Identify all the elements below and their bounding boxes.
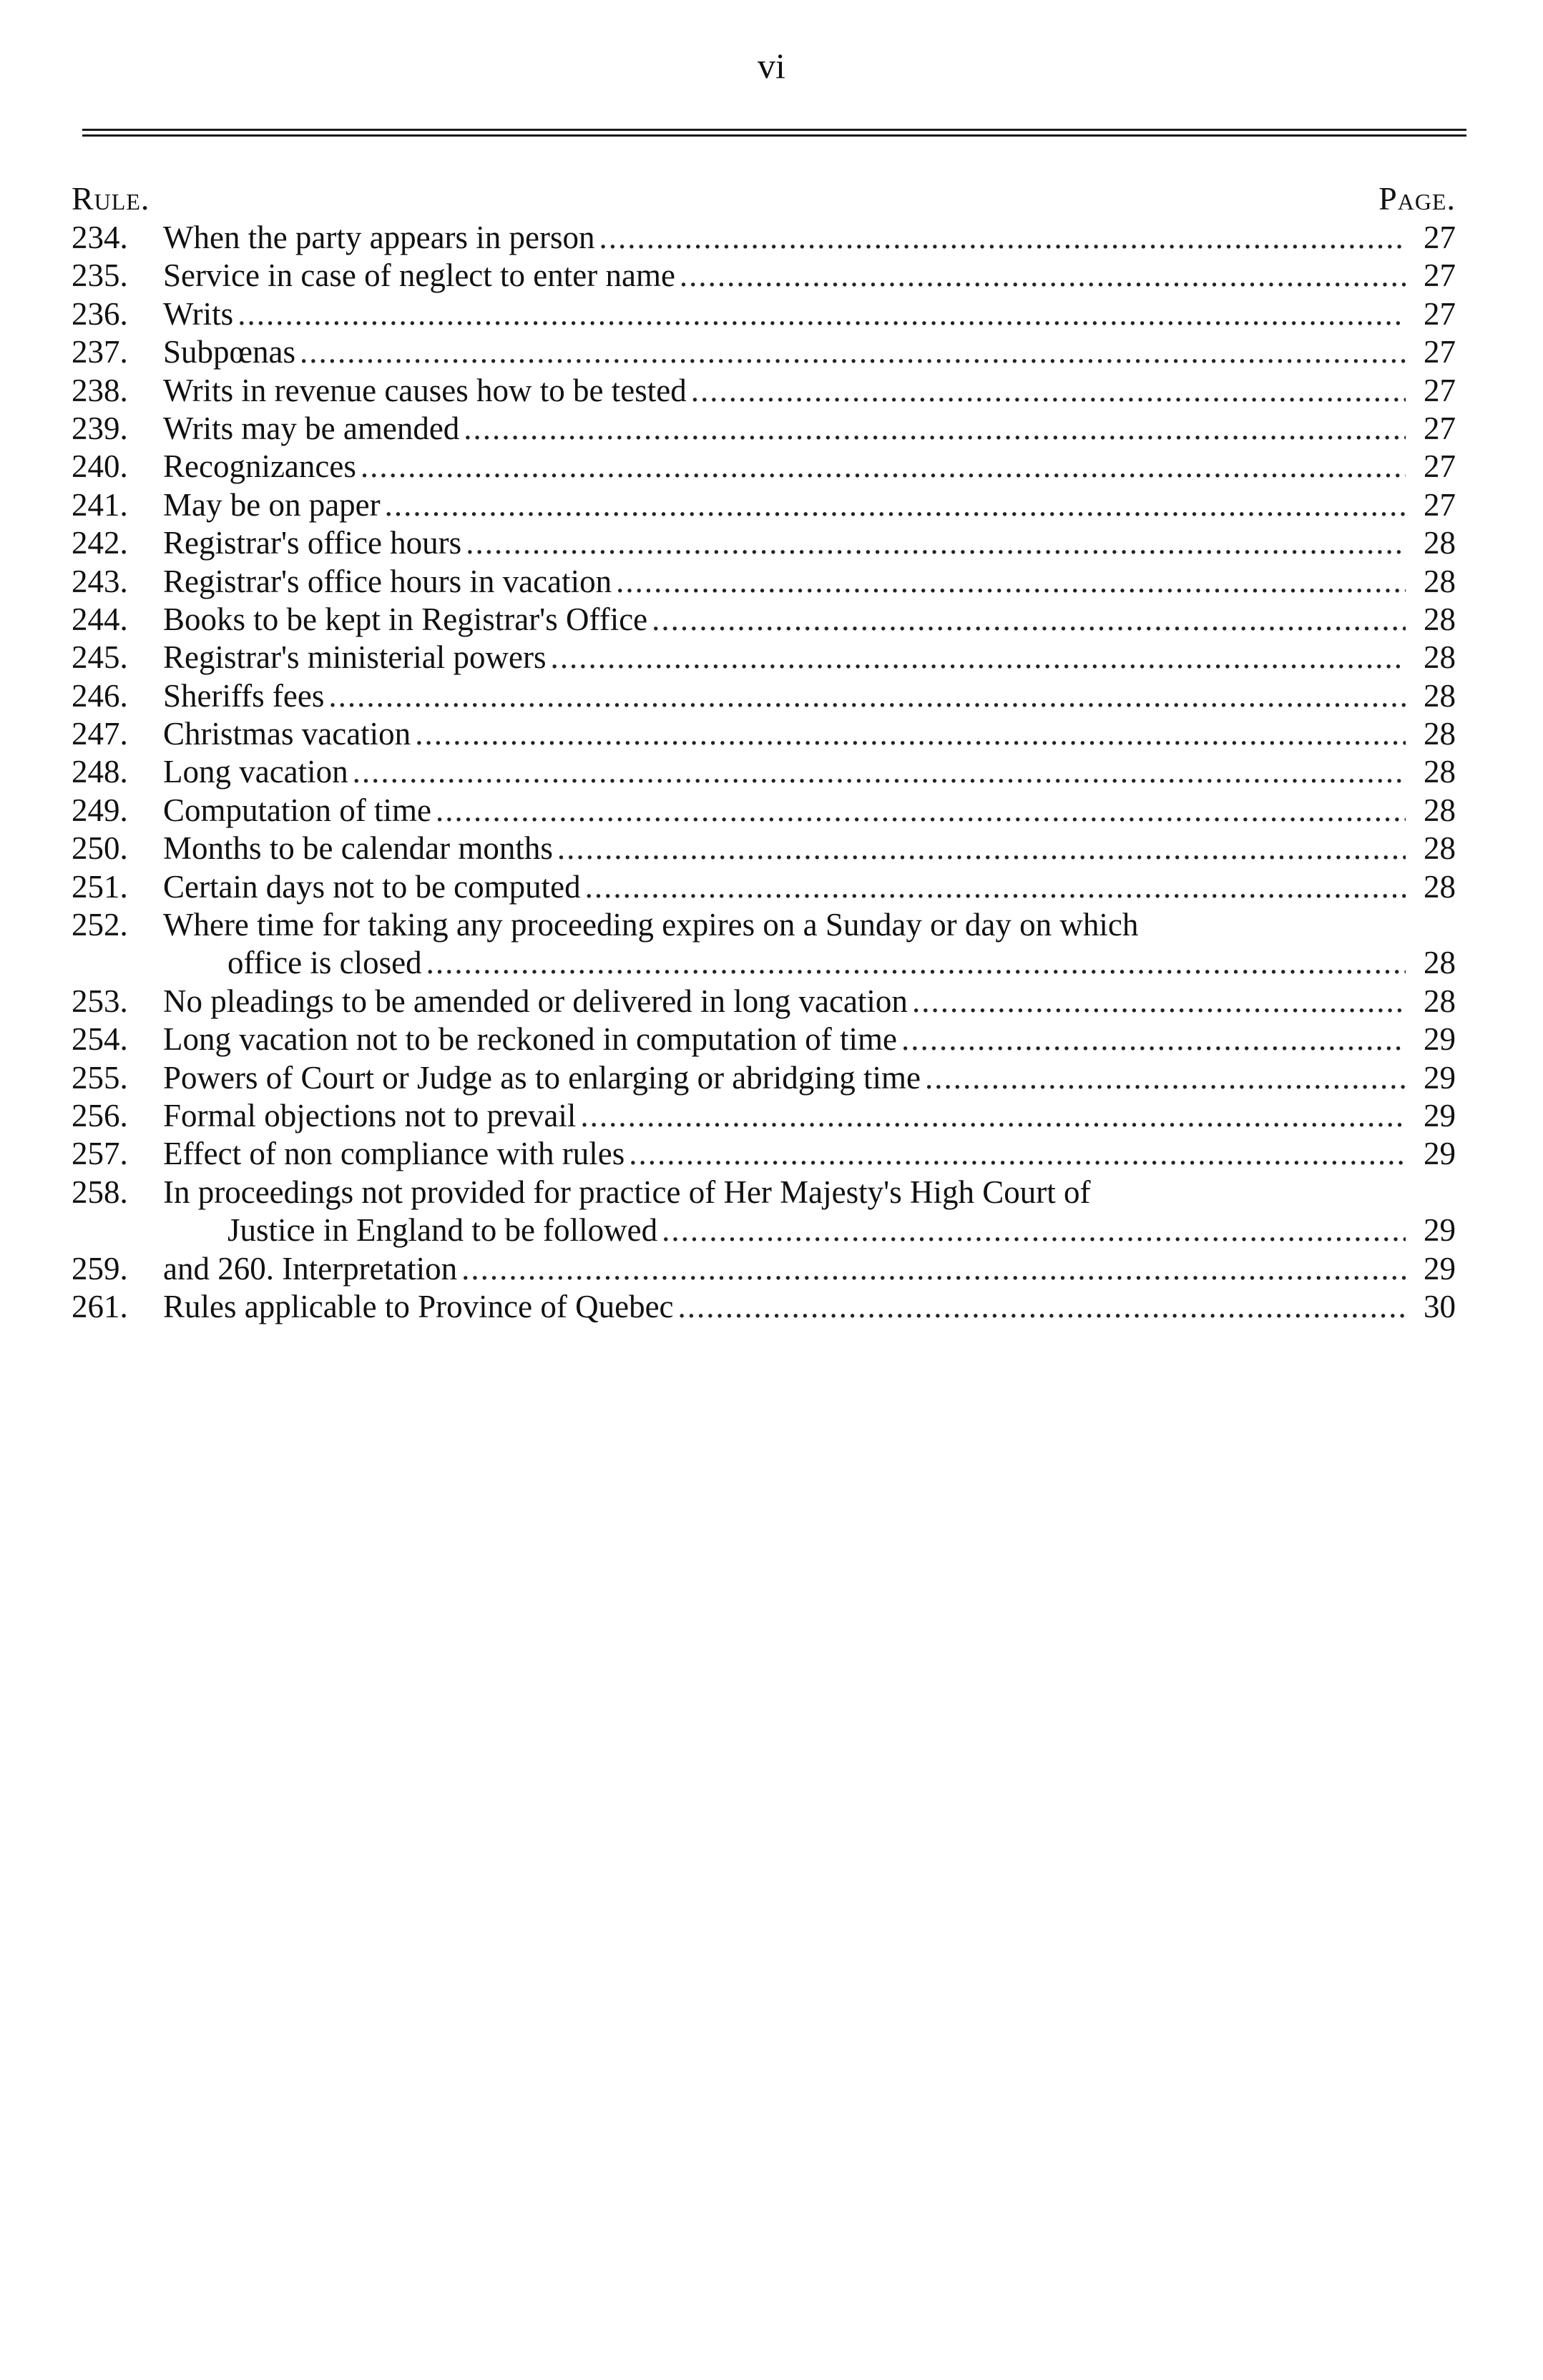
toc-entry — [72, 563, 1456, 601]
rule-number: 258. — [72, 1174, 128, 1210]
toc-entry — [72, 219, 1456, 257]
rule-title: Registrar's ministerial powers — [163, 639, 547, 676]
dot-leader — [581, 868, 1406, 906]
toc-entry — [72, 1059, 1456, 1097]
rule-number: 253. — [72, 983, 128, 1019]
rule-title: Effect of non compliance with rules — [163, 1136, 625, 1172]
toc-entry — [72, 906, 1456, 944]
page-ref: 27 — [1424, 334, 1456, 370]
toc-entry-continuation — [72, 1211, 1456, 1249]
dot-leader — [687, 372, 1406, 410]
rule-title: Rules applicable to Province of Quebec — [163, 1288, 674, 1324]
dot-leader — [348, 753, 1406, 791]
page-ref: 28 — [1424, 945, 1456, 981]
rule-title-cell — [163, 639, 1406, 677]
rule-title-cell — [163, 1174, 1406, 1211]
page-ref: 30 — [1424, 1288, 1456, 1324]
toc-entry — [72, 983, 1456, 1021]
dot-leader — [674, 1288, 1406, 1326]
dot-leader — [295, 333, 1406, 371]
rule-title: Long vacation — [163, 754, 348, 790]
dot-leader — [324, 677, 1406, 715]
rule-number: 237. — [72, 334, 128, 370]
rule-title: Subpœnas — [163, 334, 296, 370]
page-ref: 27 — [1424, 220, 1456, 255]
toc-entry — [72, 792, 1456, 830]
rule-title-cell — [163, 1021, 1406, 1058]
page-ref: 27 — [1424, 486, 1456, 523]
rule-number: 238. — [72, 372, 128, 408]
rule-title: Powers of Court or Judge as to enlarging or abridging time — [163, 1059, 921, 1096]
rule-title-cell — [163, 372, 1406, 410]
rule-title: and 260. Interpretation — [163, 1250, 458, 1287]
page-ref: 27 — [1424, 295, 1456, 332]
rule-number: 239. — [72, 410, 128, 446]
rule-title: Certain days not to be computed — [163, 868, 581, 905]
rule-title: Writs in revenue causes how to be tested — [163, 372, 687, 408]
rule-title: No pleadings to be amended or delivered in long vacation — [163, 983, 908, 1019]
rule-number: 251. — [72, 868, 128, 905]
rule-title: When the party appears in person — [163, 220, 595, 255]
rule-title: Registrar's office hours — [163, 525, 462, 561]
rule-title-cell — [163, 448, 1406, 486]
rule-title-continuation: Justice in England to be followed — [227, 1212, 658, 1249]
rule-title-cell — [163, 295, 1406, 333]
rule-title-cell — [163, 868, 1406, 906]
page-ref: 27 — [1424, 448, 1456, 485]
rule-number: 247. — [72, 716, 128, 752]
rule-title: Writs may be amended — [163, 410, 460, 446]
rule-number: 259. — [72, 1250, 128, 1287]
rule-number: 255. — [72, 1059, 128, 1096]
rule-number: 254. — [72, 1021, 128, 1058]
rule-title: Christmas vacation — [163, 716, 411, 752]
toc-entry — [72, 1021, 1456, 1058]
rule-title: Books to be kept in Registrar's Office — [163, 601, 648, 637]
toc-entry — [72, 715, 1456, 753]
page-ref: 29 — [1424, 1136, 1456, 1172]
dot-leader — [381, 486, 1406, 524]
page-ref: 28 — [1424, 792, 1456, 828]
toc-entry — [72, 410, 1456, 448]
toc-entry — [72, 639, 1456, 677]
rule-number: 245. — [72, 639, 128, 676]
rule-number: 241. — [72, 486, 128, 523]
page-ref: 29 — [1424, 1250, 1456, 1287]
page-ref: 28 — [1424, 677, 1456, 714]
toc-entries — [72, 219, 1456, 1326]
rule-number: 257. — [72, 1136, 128, 1172]
page-column-label: Page. — [1378, 180, 1456, 217]
rule-number: 234. — [72, 220, 128, 255]
dot-leader — [897, 1021, 1406, 1058]
table-of-contents — [72, 179, 1456, 1326]
page-ref: 29 — [1424, 1212, 1456, 1249]
toc-entry — [72, 448, 1456, 486]
rule-number: 246. — [72, 677, 128, 714]
rule-title-cell — [163, 524, 1406, 562]
toc-header — [72, 179, 1456, 219]
page-ref: 27 — [1424, 410, 1456, 446]
dot-leader — [356, 448, 1406, 486]
rule-title: Recognizances — [163, 448, 356, 485]
rule-title-cell — [163, 1288, 1406, 1326]
toc-entry — [72, 333, 1456, 371]
dot-leader — [675, 257, 1406, 295]
rule-number: 242. — [72, 525, 128, 561]
page-ref: 28 — [1424, 754, 1456, 790]
toc-entry — [72, 601, 1456, 639]
page-ref: 28 — [1424, 525, 1456, 561]
toc-entry — [72, 1288, 1456, 1326]
toc-entry — [72, 1250, 1456, 1288]
rule-title-cell — [163, 1059, 1406, 1097]
rule-title-cell — [163, 753, 1406, 791]
rule-title: May be on paper — [163, 486, 381, 523]
rule-title-cell — [163, 830, 1406, 867]
header-double-rule — [82, 129, 1466, 137]
rule-title-cell — [163, 1250, 1406, 1288]
rule-title-cell — [163, 1135, 1406, 1173]
rule-number: 244. — [72, 601, 128, 637]
page-ref: 28 — [1424, 830, 1456, 867]
toc-entry — [72, 677, 1456, 715]
dot-leader — [553, 830, 1406, 867]
toc-entry — [72, 524, 1456, 562]
dot-leader — [921, 1059, 1406, 1097]
rule-title-cell — [163, 906, 1406, 944]
rule-title-cell — [163, 410, 1406, 448]
rule-title-cell — [163, 792, 1406, 830]
toc-entry — [72, 1135, 1456, 1173]
rule-number: 256. — [72, 1097, 128, 1134]
rule-column-label: Rule. — [72, 180, 150, 217]
rule-title-cell — [163, 1211, 1406, 1249]
rule-number: 236. — [72, 295, 128, 332]
dot-leader — [647, 601, 1406, 639]
toc-entry — [72, 257, 1456, 295]
rule-title: Computation of time — [163, 792, 431, 828]
page-ref: 28 — [1424, 868, 1456, 905]
page-ref: 29 — [1424, 1097, 1456, 1134]
dot-leader — [457, 1250, 1406, 1288]
rule-number: 261. — [72, 1288, 128, 1324]
rule-number: 243. — [72, 563, 128, 599]
dot-leader — [624, 1135, 1406, 1173]
rule-title-cell — [163, 563, 1406, 601]
rule-number: 250. — [72, 830, 128, 867]
dot-leader — [612, 563, 1406, 601]
page-number: vi — [758, 46, 785, 86]
rule-title: In proceedings not provided for practice of Her Majesty's High Court of — [163, 1174, 1091, 1210]
rule-title-cell — [163, 983, 1406, 1021]
toc-entry — [72, 372, 1456, 410]
page-ref: 28 — [1424, 983, 1456, 1019]
toc-entry — [72, 1174, 1456, 1211]
toc-entry — [72, 295, 1456, 333]
page-ref: 29 — [1424, 1021, 1456, 1058]
dot-leader — [547, 639, 1406, 677]
dot-leader — [461, 524, 1406, 562]
rule-title-cell — [163, 677, 1406, 715]
page-ref: 28 — [1424, 601, 1456, 637]
page-ref: 27 — [1424, 257, 1456, 294]
dot-leader — [422, 944, 1406, 982]
toc-entry — [72, 486, 1456, 524]
page-ref: 27 — [1424, 372, 1456, 408]
rule-title: Long vacation not to be reckoned in computation of time — [163, 1021, 897, 1058]
dot-leader — [233, 295, 1406, 333]
toc-entry — [72, 868, 1456, 906]
rule-title-cell — [163, 1097, 1406, 1135]
dot-leader — [908, 983, 1406, 1021]
toc-entry-continuation — [72, 944, 1456, 982]
rule-title: Writs — [163, 295, 234, 332]
dot-leader — [411, 715, 1406, 753]
rule-title-cell — [163, 944, 1406, 982]
page-ref: 28 — [1424, 716, 1456, 752]
rule-number: 248. — [72, 754, 128, 790]
dot-leader — [459, 410, 1406, 448]
toc-entry — [72, 1097, 1456, 1135]
rule-number: 252. — [72, 907, 128, 943]
rule-title: Months to be calendar months — [163, 830, 553, 867]
dot-leader — [431, 792, 1406, 830]
page-ref: 29 — [1424, 1059, 1456, 1096]
rule-title: Service in case of neglect to enter name — [163, 257, 675, 294]
dot-leader — [595, 219, 1406, 257]
rule-title-cell — [163, 715, 1406, 753]
rule-title: Where time for taking any proceeding expires on a Sunday or day on which — [163, 907, 1139, 943]
dot-leader — [576, 1097, 1406, 1135]
rule-title-continuation: office is closed — [227, 945, 422, 981]
toc-entry — [72, 753, 1456, 791]
page-ref: 28 — [1424, 563, 1456, 599]
rule-title-cell — [163, 333, 1406, 371]
dot-leader — [657, 1211, 1406, 1249]
rule-title: Registrar's office hours in vacation — [163, 563, 612, 599]
rule-number: 240. — [72, 448, 128, 485]
rule-number: 235. — [72, 257, 128, 294]
rule-title: Formal objections not to prevail — [163, 1097, 577, 1134]
rule-title-cell — [163, 601, 1406, 639]
rule-title: Sheriffs fees — [163, 677, 325, 714]
rule-number: 249. — [72, 792, 128, 828]
rule-title-cell — [163, 257, 1406, 295]
rule-title-cell — [163, 219, 1406, 257]
page-ref: 28 — [1424, 639, 1456, 676]
rule-title-cell — [163, 486, 1406, 524]
toc-entry — [72, 830, 1456, 867]
